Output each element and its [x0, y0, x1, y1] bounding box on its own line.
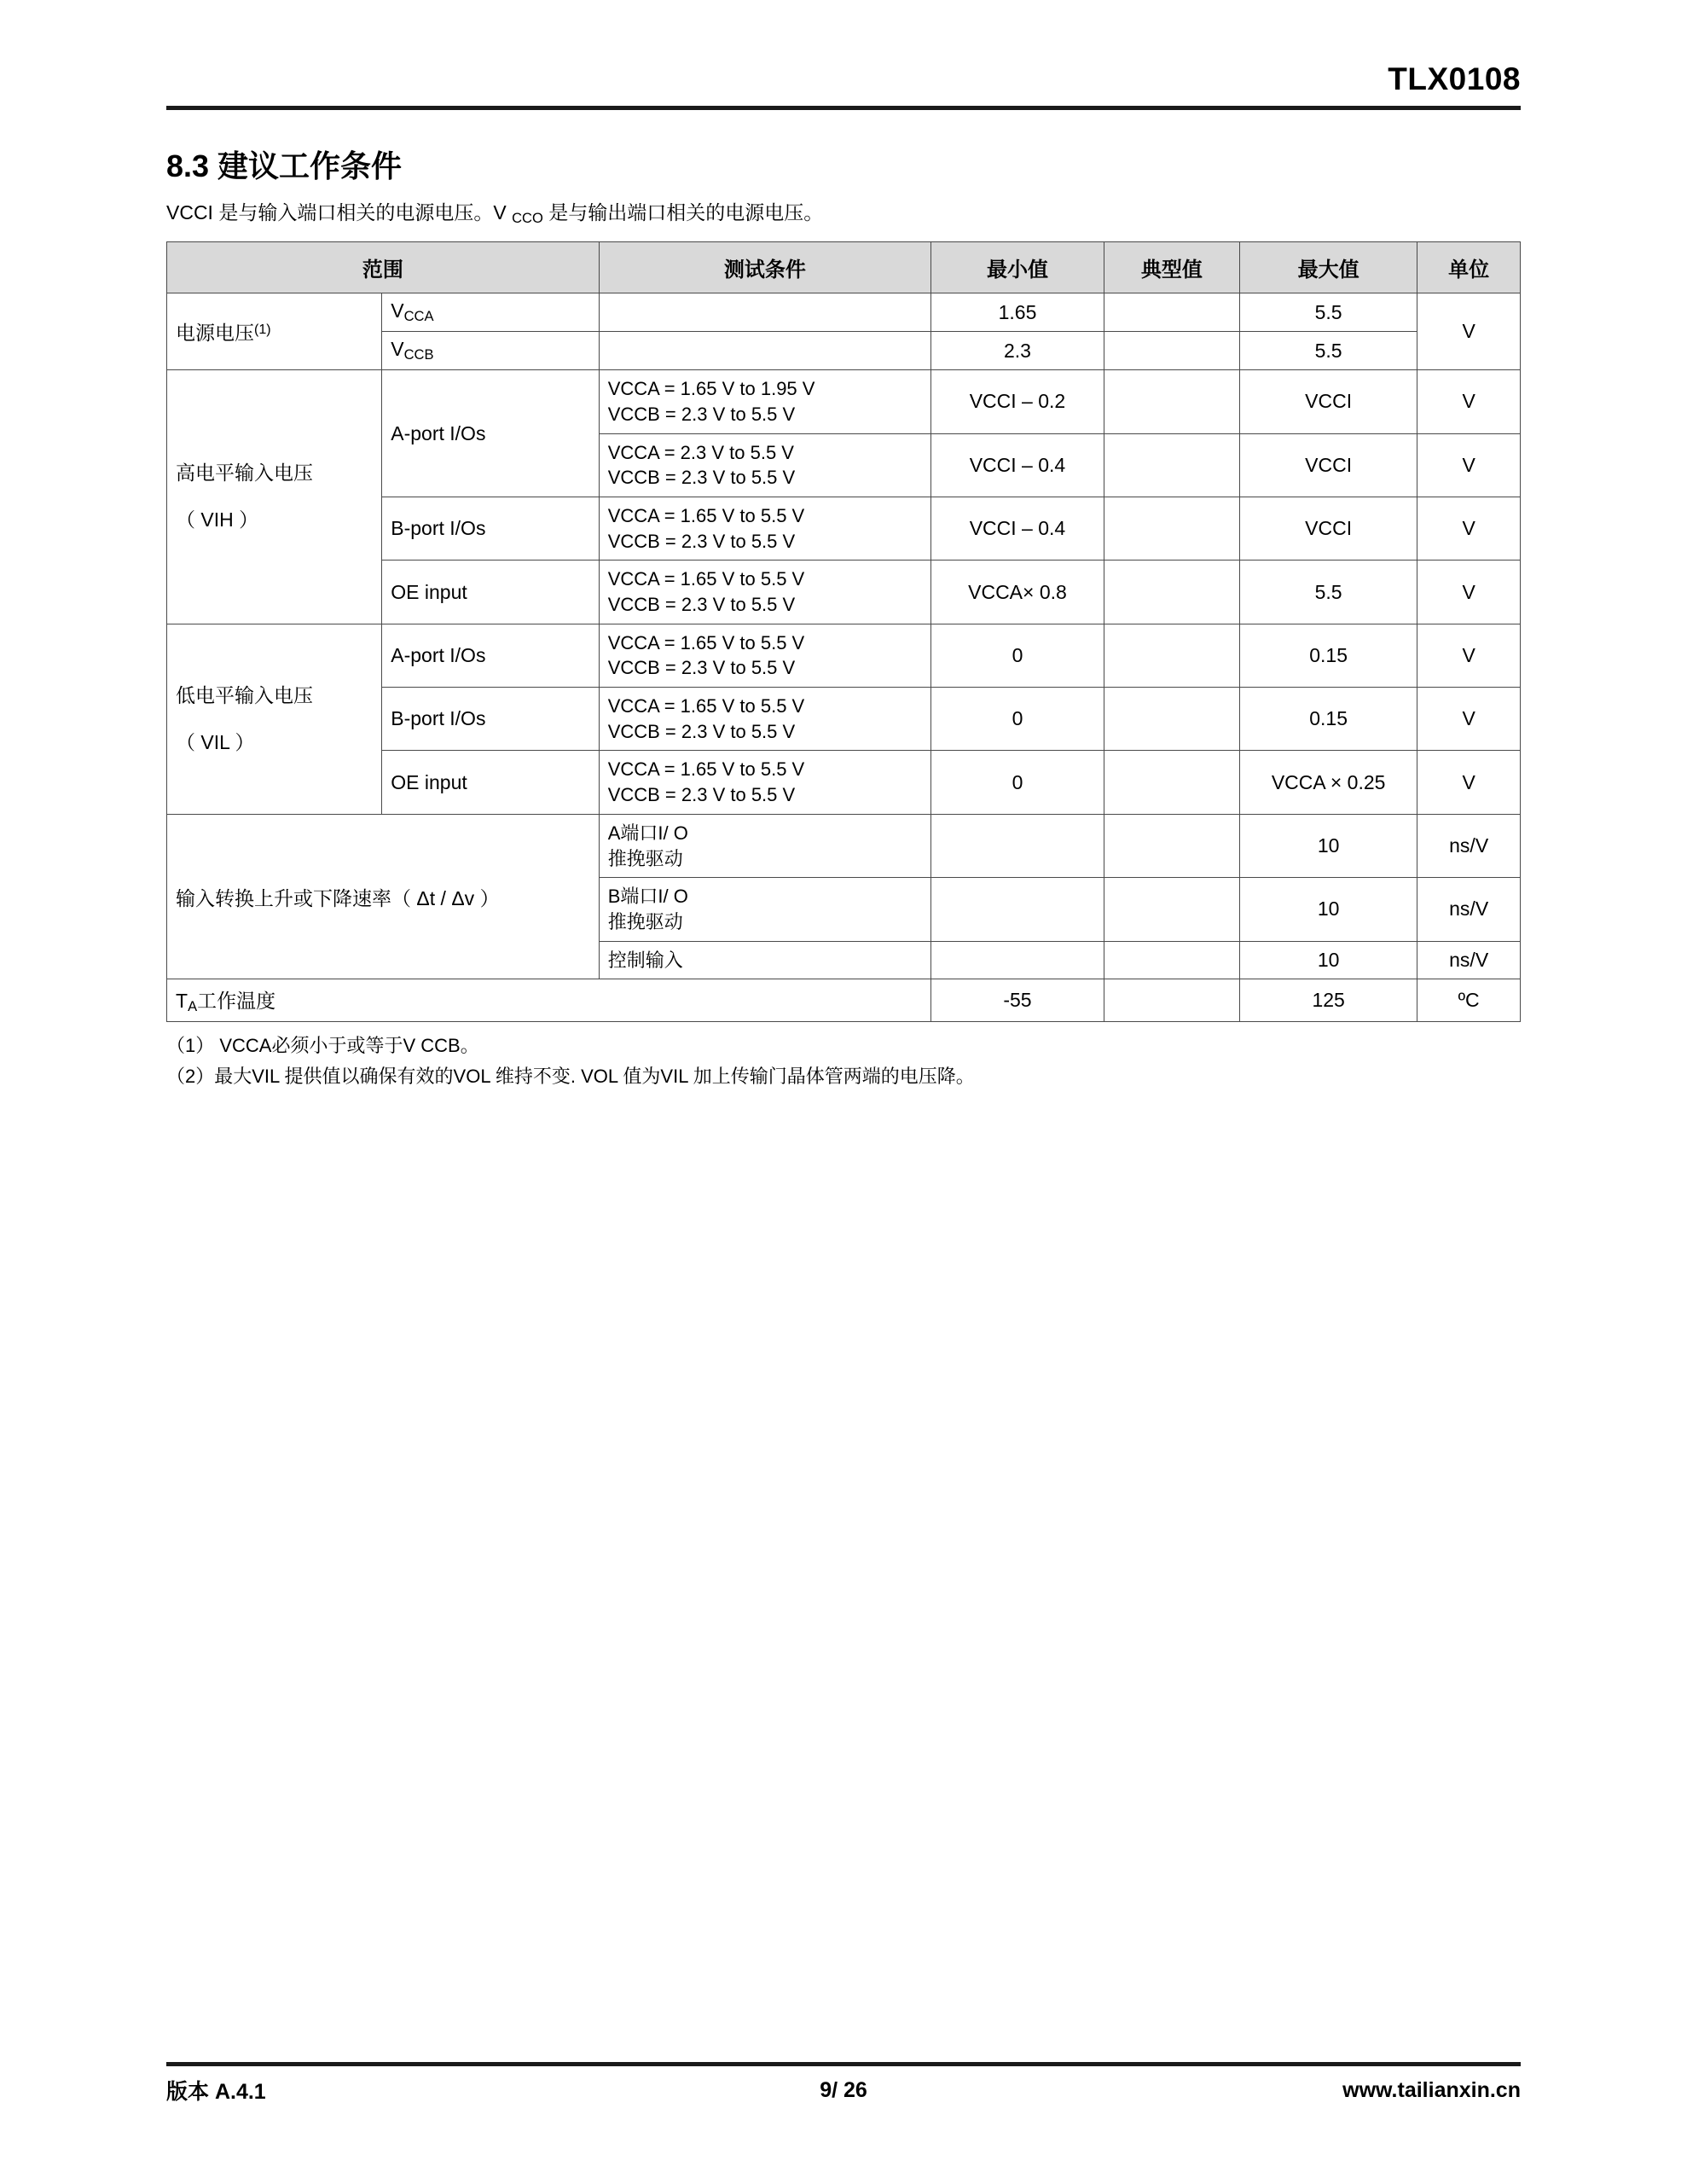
- footnote-2: （2）最大VIL 提供值以确保有效的VOL 维持不变. VOL 值为VIL 加上传输门晶体管两端的电压降。: [166, 1065, 975, 1087]
- column-header-max: 最大值: [1239, 241, 1417, 293]
- footnote-1: （1） VCCA必须小于或等于V CCB。: [166, 1035, 479, 1057]
- min-value: -55: [931, 979, 1104, 1022]
- max-value: 5.5: [1239, 332, 1417, 370]
- min-value: 0: [931, 751, 1104, 814]
- min-value: 2.3: [931, 332, 1104, 370]
- param-supply-voltage: [167, 293, 382, 369]
- unit-value: ºC: [1417, 979, 1521, 1022]
- condition-cell: VCCA = 1.65 V to 1.95 V VCCB = 2.3 V to 5.5 V: [599, 370, 930, 433]
- column-header-range: 范围: [167, 241, 600, 293]
- unit-value: ns/V: [1417, 814, 1521, 877]
- param-operating-temperature: $T_A$工作温度: [167, 979, 931, 1022]
- table-row: [167, 293, 1521, 331]
- param-symbol: （ VIH ）: [176, 508, 259, 531]
- condition-cell: VCCA = 2.3 V to 5.5 V VCCB = 2.3 V to 5.5 V: [599, 433, 930, 497]
- typ-value: [1104, 751, 1239, 814]
- param-low-level-input-voltage: [167, 624, 382, 814]
- column-header-test-conditions: 测试条件: [599, 241, 930, 293]
- condition-cell: A端口I/ O 推挽驱动: [599, 814, 930, 877]
- unit-value: V: [1417, 497, 1521, 560]
- table-row: [167, 814, 1521, 877]
- condition-cell: 控制输入: [599, 941, 930, 979]
- min-value: VCCI – 0.2: [931, 370, 1104, 433]
- unit-value: V: [1417, 370, 1521, 433]
- column-header-min: 最小值: [931, 241, 1104, 293]
- section-number: 8.3: [166, 148, 210, 183]
- min-value: 1.65: [931, 293, 1104, 331]
- condition-cell: VCCA = 1.65 V to 5.5 V VCCB = 2.3 V to 5.5 V: [599, 561, 930, 624]
- condition-cell: VCCA = 1.65 V to 5.5 V VCCB = 2.3 V to 5.5 V: [599, 497, 930, 560]
- max-value: 0.15: [1239, 688, 1417, 751]
- typ-value: [1104, 814, 1239, 877]
- max-value: 0.15: [1239, 624, 1417, 687]
- max-value: 10: [1239, 941, 1417, 979]
- min-value: [931, 814, 1104, 877]
- footer-website: www.tailianxin.cn: [1342, 2077, 1521, 2102]
- unit-value: V: [1417, 688, 1521, 751]
- document-footer: [166, 2062, 1521, 2106]
- param-input-transition-rate: 输入转换上升或下降速率（ Δt / Δv ）: [167, 814, 600, 979]
- param-label: 电源电压: [176, 322, 254, 345]
- max-value: VCCA × 0.25: [1239, 751, 1417, 814]
- unit-value: V: [1417, 433, 1521, 497]
- condition-cell: VCCA = 1.65 V to 5.5 V VCCB = 2.3 V to 5.5 V: [599, 688, 930, 751]
- sub-param-vccb: $V_{CCB}$: [382, 332, 599, 370]
- param-label: 高电平输入电压: [176, 462, 313, 485]
- typ-value: [1104, 624, 1239, 687]
- max-value: VCCI: [1239, 497, 1417, 560]
- section-intro: [166, 198, 1521, 229]
- sub-param-b-port: B-port I/Os: [382, 688, 599, 751]
- sub-param-b-port: B-port I/Os: [382, 497, 599, 560]
- section-heading: [166, 142, 1521, 186]
- unit-value: V: [1417, 293, 1521, 369]
- document-header: [166, 0, 1521, 110]
- max-value: VCCI: [1239, 370, 1417, 433]
- sub-param-vcca: $V_{CCA}$: [382, 293, 599, 331]
- typ-value: [1104, 497, 1239, 560]
- unit-value: V: [1417, 751, 1521, 814]
- min-value: [931, 878, 1104, 941]
- typ-value: [1104, 979, 1239, 1022]
- condition-cell: B端口I/ O 推挽驱动: [599, 878, 930, 941]
- max-value: 125: [1239, 979, 1417, 1022]
- typ-value: [1104, 561, 1239, 624]
- min-value: VCCI – 0.4: [931, 433, 1104, 497]
- recommended-operating-conditions-table: [166, 241, 1521, 1022]
- table-footnotes: [166, 1031, 1521, 1090]
- table-header-row: [167, 241, 1521, 293]
- max-value: 5.5: [1239, 561, 1417, 624]
- min-value: VCCI – 0.4: [931, 497, 1104, 560]
- sub-param-a-port: A-port I/Os: [382, 624, 599, 687]
- max-value: 10: [1239, 814, 1417, 877]
- intro-suffix: 是与输出端口相关的电源电压。: [542, 201, 824, 224]
- footer-divider: [166, 2062, 1521, 2066]
- table-row: [167, 624, 1521, 687]
- min-value: 0: [931, 624, 1104, 687]
- typ-value: [1104, 941, 1239, 979]
- table-row: [167, 370, 1521, 433]
- typ-value: [1104, 878, 1239, 941]
- sub-param-oe-input: OE input: [382, 561, 599, 624]
- condition-cell: [599, 332, 930, 370]
- max-value: VCCI: [1239, 433, 1417, 497]
- min-value: [931, 941, 1104, 979]
- condition-cell: [599, 293, 930, 331]
- part-number: TLX0108: [1388, 61, 1521, 96]
- intro-subscript: CCO: [512, 210, 543, 227]
- typ-value: [1104, 293, 1239, 331]
- typ-value: [1104, 688, 1239, 751]
- table-row: [167, 979, 1521, 1022]
- param-label: 低电平输入电压: [176, 683, 313, 706]
- column-header-typ: 典型值: [1104, 241, 1239, 293]
- max-value: 10: [1239, 878, 1417, 941]
- unit-value: ns/V: [1417, 941, 1521, 979]
- param-symbol: （ VIL ）: [176, 730, 255, 753]
- unit-value: V: [1417, 561, 1521, 624]
- intro-prefix: VCCI 是与输入端口相关的电源电压。V: [166, 201, 513, 224]
- param-high-level-input-voltage: [167, 370, 382, 624]
- min-value: VCCA× 0.8: [931, 561, 1104, 624]
- typ-value: [1104, 332, 1239, 370]
- unit-value: V: [1417, 624, 1521, 687]
- param-footnote-marker: (1): [254, 321, 271, 337]
- unit-value: ns/V: [1417, 878, 1521, 941]
- typ-value: [1104, 433, 1239, 497]
- footer-version: 版本 A.4.1: [166, 2080, 266, 2104]
- column-header-unit: 单位: [1417, 241, 1521, 293]
- typ-value: [1104, 370, 1239, 433]
- max-value: 5.5: [1239, 293, 1417, 331]
- condition-cell: VCCA = 1.65 V to 5.5 V VCCB = 2.3 V to 5.5 V: [599, 624, 930, 687]
- footer-page-number: 9/ 26: [820, 2077, 867, 2102]
- section-title: 建议工作条件: [217, 148, 403, 183]
- condition-cell: VCCA = 1.65 V to 5.5 V VCCB = 2.3 V to 5.5 V: [599, 751, 930, 814]
- sub-param-oe-input: OE input: [382, 751, 599, 814]
- sub-param-a-port: A-port I/Os: [382, 370, 599, 497]
- header-divider: [166, 106, 1521, 110]
- min-value: 0: [931, 688, 1104, 751]
